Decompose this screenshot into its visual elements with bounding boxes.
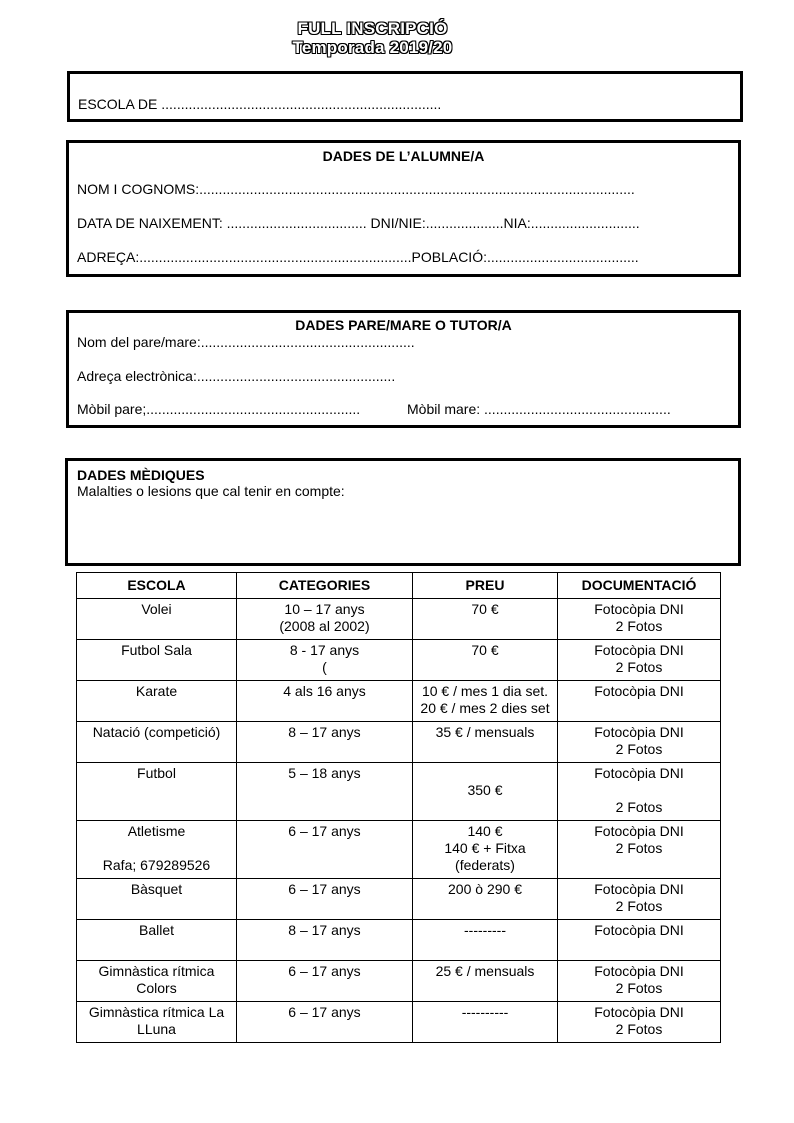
cell-line: Ballet [138,922,175,938]
cell-line: Gimnàstica rítmica [98,963,215,979]
cell-line: 2 Fotos [615,980,663,996]
table-row [77,961,721,1002]
table-row [77,879,721,920]
cell-line: 6 – 17 anys [288,1004,361,1020]
cell-line: 2 Fotos [615,840,663,856]
table-cell-escola [77,722,237,763]
email-field[interactable]: Adreça electrònica:................................................... [77,368,396,384]
cell-line: Colors [136,980,177,996]
alumne-heading: DADES DE L’ALUMNE/A [322,148,485,164]
table-row [77,722,721,763]
header-preu: PREU [413,573,558,599]
table-cell-categories [237,879,413,920]
table-row [77,681,721,722]
cell-line: 8 - 17 anys [289,642,360,658]
cell-line: (2008 al 2002) [279,618,370,634]
escola-box [67,71,743,122]
cell-line: LLuna [137,1021,176,1037]
table-body [77,599,721,1043]
cell-line: 8 – 17 anys [288,724,361,740]
table-cell-preu [413,681,558,722]
page-title: FULL INSCRIPCIÓ [297,19,448,38]
table-cell-escola [77,879,237,920]
table-cell-doc [558,961,721,1002]
header-documentacio: DOCUMENTACIÓ [558,573,721,599]
cell-line: Fotocòpia DNI [594,724,684,740]
cell-line: 70 € [471,601,499,617]
cell-line: Fotocòpia DNI [594,881,684,897]
cell-line: Fotocòpia DNI [594,963,684,979]
table-cell-categories [237,599,413,640]
cell-line: Fotocòpia DNI [594,765,684,781]
table-cell-categories [237,920,413,961]
table-cell-doc [558,763,721,821]
table-cell-escola [77,821,237,879]
table-cell-doc [558,920,721,961]
cell-line: 10 – 17 anys [284,601,365,617]
table-row [77,599,721,640]
mediques-box [65,458,741,566]
tutor-heading: DADES PARE/MARE O TUTOR/A [295,317,512,333]
cell-line: 70 € [471,642,499,658]
table-cell-doc [558,722,721,763]
cell-line: 350 € [467,782,503,798]
cell-line: 140 € + Fitxa [444,840,526,856]
table-cell-escola [77,920,237,961]
table-cell-escola [77,681,237,722]
cell-line: (federats) [455,857,515,873]
cell-line: Rafa; 679289526 [102,857,211,873]
cell-line: ( [322,659,327,675]
table-cell-preu [413,722,558,763]
table-cell-categories [237,763,413,821]
cell-line: ---------- [461,1004,509,1020]
cell-line: Natació (competició) [92,724,221,740]
table-cell-preu [413,763,558,821]
naixement-dni-nia-field[interactable]: DATA DE NAIXEMENT: .................................... DNI/NIE:....................NIA:............................ [77,215,640,231]
cell-line: Fotocòpia DNI [594,922,684,938]
table-cell-categories [237,681,413,722]
cell-line: 140 € [467,823,503,839]
mediques-field[interactable]: Malalties o lesions que cal tenir en compte: [77,483,345,499]
cell-line: 2 Fotos [615,618,663,634]
header-escola: ESCOLA [77,573,237,599]
table-cell-preu [413,640,558,681]
table-cell-categories [237,640,413,681]
cell-line [560,782,718,799]
cell-line: Bàsquet [130,881,183,897]
table-row [77,640,721,681]
table-cell-escola [77,1002,237,1043]
cell-line: Atletisme [127,823,186,839]
table-cell-escola [77,961,237,1002]
page-subtitle: Temporada 2019/20 [292,38,453,57]
mediques-heading: DADES MÈDIQUES [77,467,205,483]
table-cell-categories [237,821,413,879]
cell-line: --------- [464,922,506,938]
cell-line: 6 – 17 anys [288,823,361,839]
mobil-pare-field[interactable]: Mòbil pare;....................................................... [77,401,361,417]
cell-line: 2 Fotos [615,1021,663,1037]
cell-line: 2 Fotos [615,741,663,757]
table-cell-categories [237,961,413,1002]
cell-line: 2 Fotos [615,659,663,675]
adreca-poblacio-field[interactable]: ADREÇA:......................................................................POBLACIÓ:....................................... [77,249,639,265]
table-cell-preu [413,961,558,1002]
cell-line: 4 als 16 anys [283,683,366,699]
table-cell-preu [413,599,558,640]
cell-line: 6 – 17 anys [288,881,361,897]
mobil-mare-field[interactable]: Mòbil mare: ................................................ [407,401,671,417]
table-cell-escola [77,763,237,821]
cell-line [79,799,234,816]
table-cell-doc [558,821,721,879]
cell-line: 20 € / mes 2 dies set [420,700,550,716]
table-cell-doc [558,1002,721,1043]
cell-line: Fotocòpia DNI [594,642,684,658]
cell-line: 2 Fotos [615,799,663,815]
table-cell-doc [558,599,721,640]
cell-line: Gimnàstica rítmica La [88,1004,225,1020]
cell-line: 6 – 17 anys [288,963,361,979]
table-row [77,1002,721,1043]
cell-line: 8 – 17 anys [288,922,361,938]
cell-line: Futbol Sala [121,642,192,658]
table-cell-categories [237,1002,413,1043]
table-row [77,763,721,821]
cell-line: 2 Fotos [615,898,663,914]
escoles-table [76,572,721,1043]
table-cell-escola [77,640,237,681]
table-cell-escola [77,599,237,640]
tutor-box [66,310,741,428]
table-row [77,821,721,879]
cell-line: Fotocòpia DNI [594,1004,684,1020]
nom-cognoms-field[interactable]: NOM I COGNOMS:................................................................................................................ [77,181,635,197]
cell-line: Volei [141,601,172,617]
cell-line: 10 € / mes 1 dia set. [421,683,549,699]
escola-field[interactable]: ESCOLA DE ........................................................................ [78,96,442,112]
cell-line: 35 € / mensuals [435,724,535,740]
cell-line [79,782,234,799]
alumne-box [66,140,741,277]
table-cell-preu [413,1002,558,1043]
header-categories: CATEGORIES [237,573,413,599]
table-cell-categories [237,722,413,763]
table-cell-doc [558,640,721,681]
cell-line: Karate [135,683,178,699]
cell-line: Fotocòpia DNI [594,823,684,839]
cell-line: 25 € / mensuals [435,963,535,979]
cell-line: Fotocòpia DNI [594,683,684,699]
table-cell-preu [413,821,558,879]
cell-line: Fotocòpia DNI [594,601,684,617]
cell-line [415,765,555,782]
cell-line [79,840,234,857]
table-cell-doc [558,681,721,722]
table-row [77,920,721,961]
table-cell-preu [413,879,558,920]
cell-line: 5 – 18 anys [288,765,361,781]
table-cell-doc [558,879,721,920]
nom-pare-mare-field[interactable]: Nom del pare/mare:....................................................... [77,334,415,350]
cell-line: 200 ò 290 € [448,881,522,897]
cell-line: Futbol [137,765,176,781]
table-header-row [77,573,721,599]
table-cell-preu [413,920,558,961]
